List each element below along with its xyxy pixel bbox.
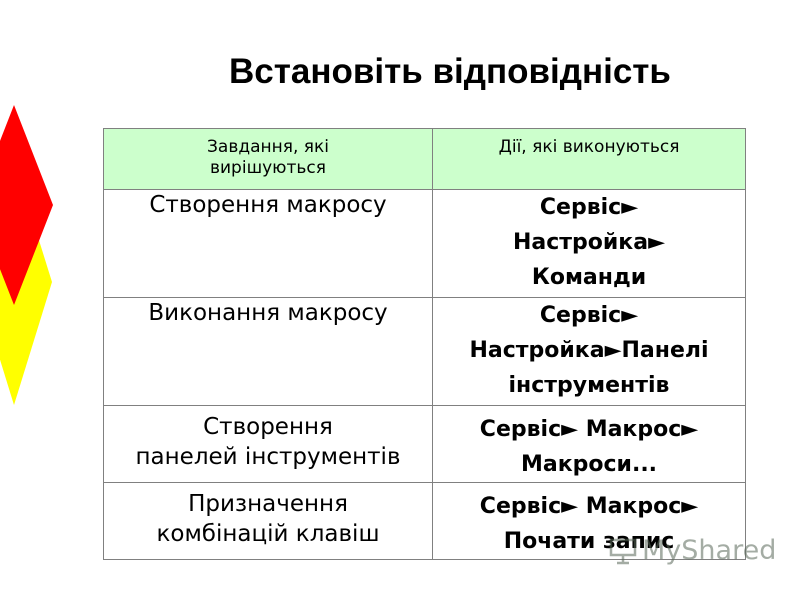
task-text: панелей інструментів — [135, 444, 401, 470]
table-row — [104, 190, 746, 298]
task-text: Створення макросу — [149, 192, 387, 218]
task-cell — [104, 190, 433, 298]
action-cell — [433, 406, 746, 483]
table-row — [104, 406, 746, 483]
action-text: Настройка► — [512, 230, 666, 255]
watermark — [608, 535, 776, 566]
action-text: Почати запис — [503, 529, 675, 554]
task-text: Призначення — [188, 491, 348, 517]
task-text: Створення — [203, 414, 333, 440]
task-cell — [104, 406, 433, 483]
header-tasks-line: вирішуються — [209, 158, 326, 178]
table-row — [104, 298, 746, 406]
action-text: Сервіс► — [539, 303, 639, 328]
header-tasks — [104, 129, 433, 190]
matching-table — [103, 128, 746, 560]
header-actions: Дії, які виконуються — [433, 129, 746, 190]
action-text: Сервіс► — [539, 195, 639, 220]
slide-title: Встановіть відповідність — [229, 52, 671, 91]
header-tasks-line: Завдання, які — [207, 137, 329, 157]
decorative-diamonds — [0, 0, 60, 420]
task-cell — [104, 298, 433, 406]
task-cell — [104, 483, 433, 560]
action-text: Сервіс► Макрос► — [479, 417, 699, 442]
action-text: інструментів — [508, 373, 670, 398]
task-text: комбінацій клавіш — [156, 521, 380, 547]
table-header-row — [104, 129, 746, 190]
action-text: Настройка►Панелі — [469, 338, 709, 363]
presentation-icon — [608, 536, 638, 566]
watermark-text: MyShared — [642, 535, 777, 566]
action-cell — [433, 190, 746, 298]
action-cell — [433, 298, 746, 406]
action-text: Сервіс► Макрос► — [479, 494, 699, 519]
task-text: Виконання макросу — [148, 300, 388, 326]
action-text: Макроси... — [520, 452, 658, 477]
action-text: Команди — [531, 265, 647, 290]
